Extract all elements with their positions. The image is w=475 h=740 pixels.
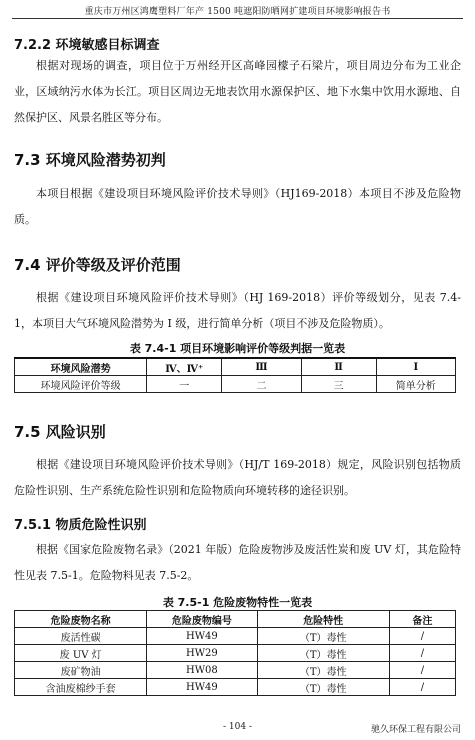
table-cell: 二: [222, 376, 301, 393]
table-row: [15, 628, 456, 645]
table-header-cell: Ⅳ、Ⅳ⁺: [147, 358, 222, 376]
table-cell: HW08: [147, 662, 257, 679]
table-header-cell: 危险废物名称: [15, 611, 147, 628]
table-cell: HW49: [147, 679, 257, 696]
table-header-cell: Ⅰ: [376, 358, 455, 376]
table-cell: 含油废棉纱手套: [15, 679, 147, 696]
table-7-5-1-caption: 表 7.5-1 危险废物特性一览表: [162, 596, 313, 609]
table-cell: 废矿物油: [15, 662, 147, 679]
table-7-4-1: [14, 357, 456, 393]
section-7-4-paragraph: 根据《建设项目环境风险评价技术导则》（HJ 169-2018）评价等级划分，见表 7.4-1，本项目大气环境风险潜势为 I 级，进行简单分析（项目不涉及危险物质）。: [14, 291, 461, 330]
table-7-4-1-caption: 表 7.4-1 项目环境影响评价等级判据一览表: [129, 342, 346, 355]
table-cell: /: [389, 628, 455, 645]
table-header-cell: Ⅱ: [301, 358, 376, 376]
section-7-3-paragraph: 本项目根据《建设项目环境风险评价技术导则》（HJ169-2018）本项目不涉及危险物质。: [14, 187, 461, 226]
page-number: - 104 -: [223, 722, 252, 732]
table-cell: 一: [147, 376, 222, 393]
table-cell: 简单分析: [376, 376, 455, 393]
header-divider: [12, 18, 463, 19]
table-cell: 三: [301, 376, 376, 393]
section-7-2-2-paragraph: 根据对现场的调查，项目位于万州经开区高峰园檬子石梁片，项目周边分布为工业企业，区域纳污水体为长江。项目区周边无地表饮用水源保护区、地下水集中饮用水源地、自然保护区、风景名胜区等分布。: [14, 59, 461, 124]
section-7-5-paragraph: 根据《建设项目环境风险评价技术导则》（HJ/T 169-2018）规定，风险识别包括物质危险性识别、生产系统危险性识别和危险物质向环境转移的途径识别。: [14, 458, 461, 497]
section-7-2-2-title: 7.2.2 环境敏感目标调查: [14, 38, 160, 53]
section-7-3-title: 7.3 环境风险潜势初判: [14, 151, 166, 169]
table-row: [15, 376, 456, 393]
table-cell: （T）毒性: [257, 679, 389, 696]
table-cell: （T）毒性: [257, 662, 389, 679]
section-7-5-title: 7.5 风险识别: [14, 423, 106, 441]
table-header-cell: Ⅲ: [222, 358, 301, 376]
section-7-5-1-title: 7.5.1 物质危险性识别: [14, 518, 147, 533]
table-row: [15, 679, 456, 696]
table-row: [15, 662, 456, 679]
section-7-5-1-paragraph: 根据《国家危险废物名录》（2021 年版）危险废物涉及废活性炭和废 UV 灯，其危险特性见表 7.5-1。危险物料见表 7.5-2。: [14, 543, 461, 582]
table-cell: HW29: [147, 645, 257, 662]
footer-company: 驰久环保工程有限公司: [370, 725, 461, 735]
table-cell: （T）毒性: [257, 645, 389, 662]
table-row: [15, 645, 456, 662]
table-cell: 废 UV 灯: [15, 645, 147, 662]
table-header-row: [15, 358, 456, 376]
table-header-row: [15, 611, 456, 628]
table-header-cell: 危险特性: [257, 611, 389, 628]
table-cell: 废活性碳: [15, 628, 147, 645]
section-7-4-title: 7.4 评价等级及评价范围: [14, 256, 181, 274]
table-cell: /: [389, 662, 455, 679]
table-cell: /: [389, 645, 455, 662]
table-cell: /: [389, 679, 455, 696]
table-cell: （T）毒性: [257, 628, 389, 645]
table-header-cell: 备注: [389, 611, 455, 628]
table-header-cell: 危险废物编号: [147, 611, 257, 628]
table-cell: 环境风险评价等级: [15, 376, 147, 393]
table-cell: HW49: [147, 628, 257, 645]
table-7-5-1: [14, 610, 456, 696]
page-header: 重庆市万州区鸿鹰塑料厂年产 1500 吨遮阳防晒网扩建项目环境影响报告书: [84, 7, 391, 17]
table-header-cell: 环境风险潜势: [15, 358, 147, 376]
